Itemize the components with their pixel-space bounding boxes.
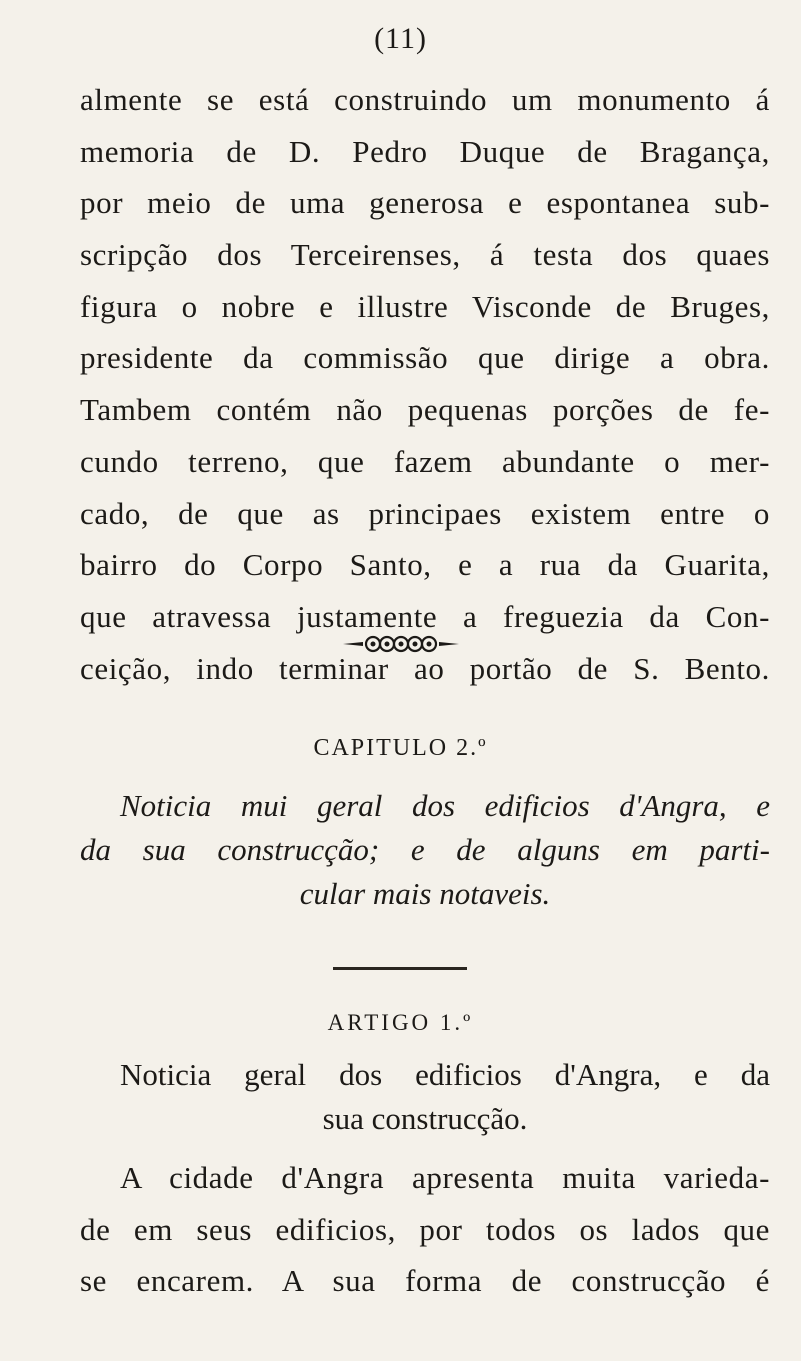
chapter-title-line: cular mais notaveis. — [299, 876, 551, 911]
article-title-line: sua construcção. — [322, 1101, 528, 1136]
text-line: scripção dos Terceirenses, á testa dos quaes — [80, 237, 770, 273]
text-line: A cidade d'Angra apresenta muita varieda- — [120, 1160, 770, 1195]
text-line: memoria de D. Pedro Duque de Bragança, — [80, 133, 770, 169]
article-heading: ARTIGO 1.º — [327, 1010, 474, 1035]
text-line: de em seus edificios, por todos os lados que — [80, 1211, 770, 1247]
ornament-icon — [341, 632, 461, 656]
page-number: (11) — [374, 22, 427, 55]
text-line: Tambem contém não pequenas porções de fe- — [80, 392, 770, 428]
text-line: por meio de uma generosa e espontanea sub- — [80, 185, 770, 221]
text-line: cundo terreno, que fazem abundante o mer- — [80, 443, 770, 479]
paragraph-1 — [80, 74, 770, 694]
text-line: que atravessa justamente a freguezia da Con- — [80, 598, 770, 634]
article-title-line: Noticia geral dos edificios d'Angra, e da — [120, 1057, 770, 1092]
text-line: bairro do Corpo Santo, e a rua da Guarita, — [80, 547, 770, 583]
text-line: se encarem. A sua forma de construcção é — [80, 1263, 770, 1299]
section-rule — [333, 967, 467, 970]
chapter-heading: CAPITULO 2.º — [313, 735, 488, 761]
text-line: cado, de que as principaes existem entre o — [80, 495, 770, 531]
article-title — [80, 1053, 770, 1141]
text-line: presidente da commissão que dirige a obra. — [80, 340, 770, 376]
chapter-title — [80, 784, 770, 916]
paragraph-2 — [80, 1152, 770, 1307]
text-line: figura o nobre e illustre Visconde de Bruges, — [80, 288, 770, 324]
ornament-divider — [0, 632, 801, 661]
chapter-title-line: da sua construcção; e de alguns em parti- — [80, 832, 770, 867]
text-line: almente se está construindo um monumento á — [80, 82, 770, 117]
chapter-title-line: Noticia mui geral dos edificios d'Angra, e — [120, 788, 770, 823]
text-line: ceição, indo terminar ao portão de S. Bento. — [80, 650, 770, 686]
